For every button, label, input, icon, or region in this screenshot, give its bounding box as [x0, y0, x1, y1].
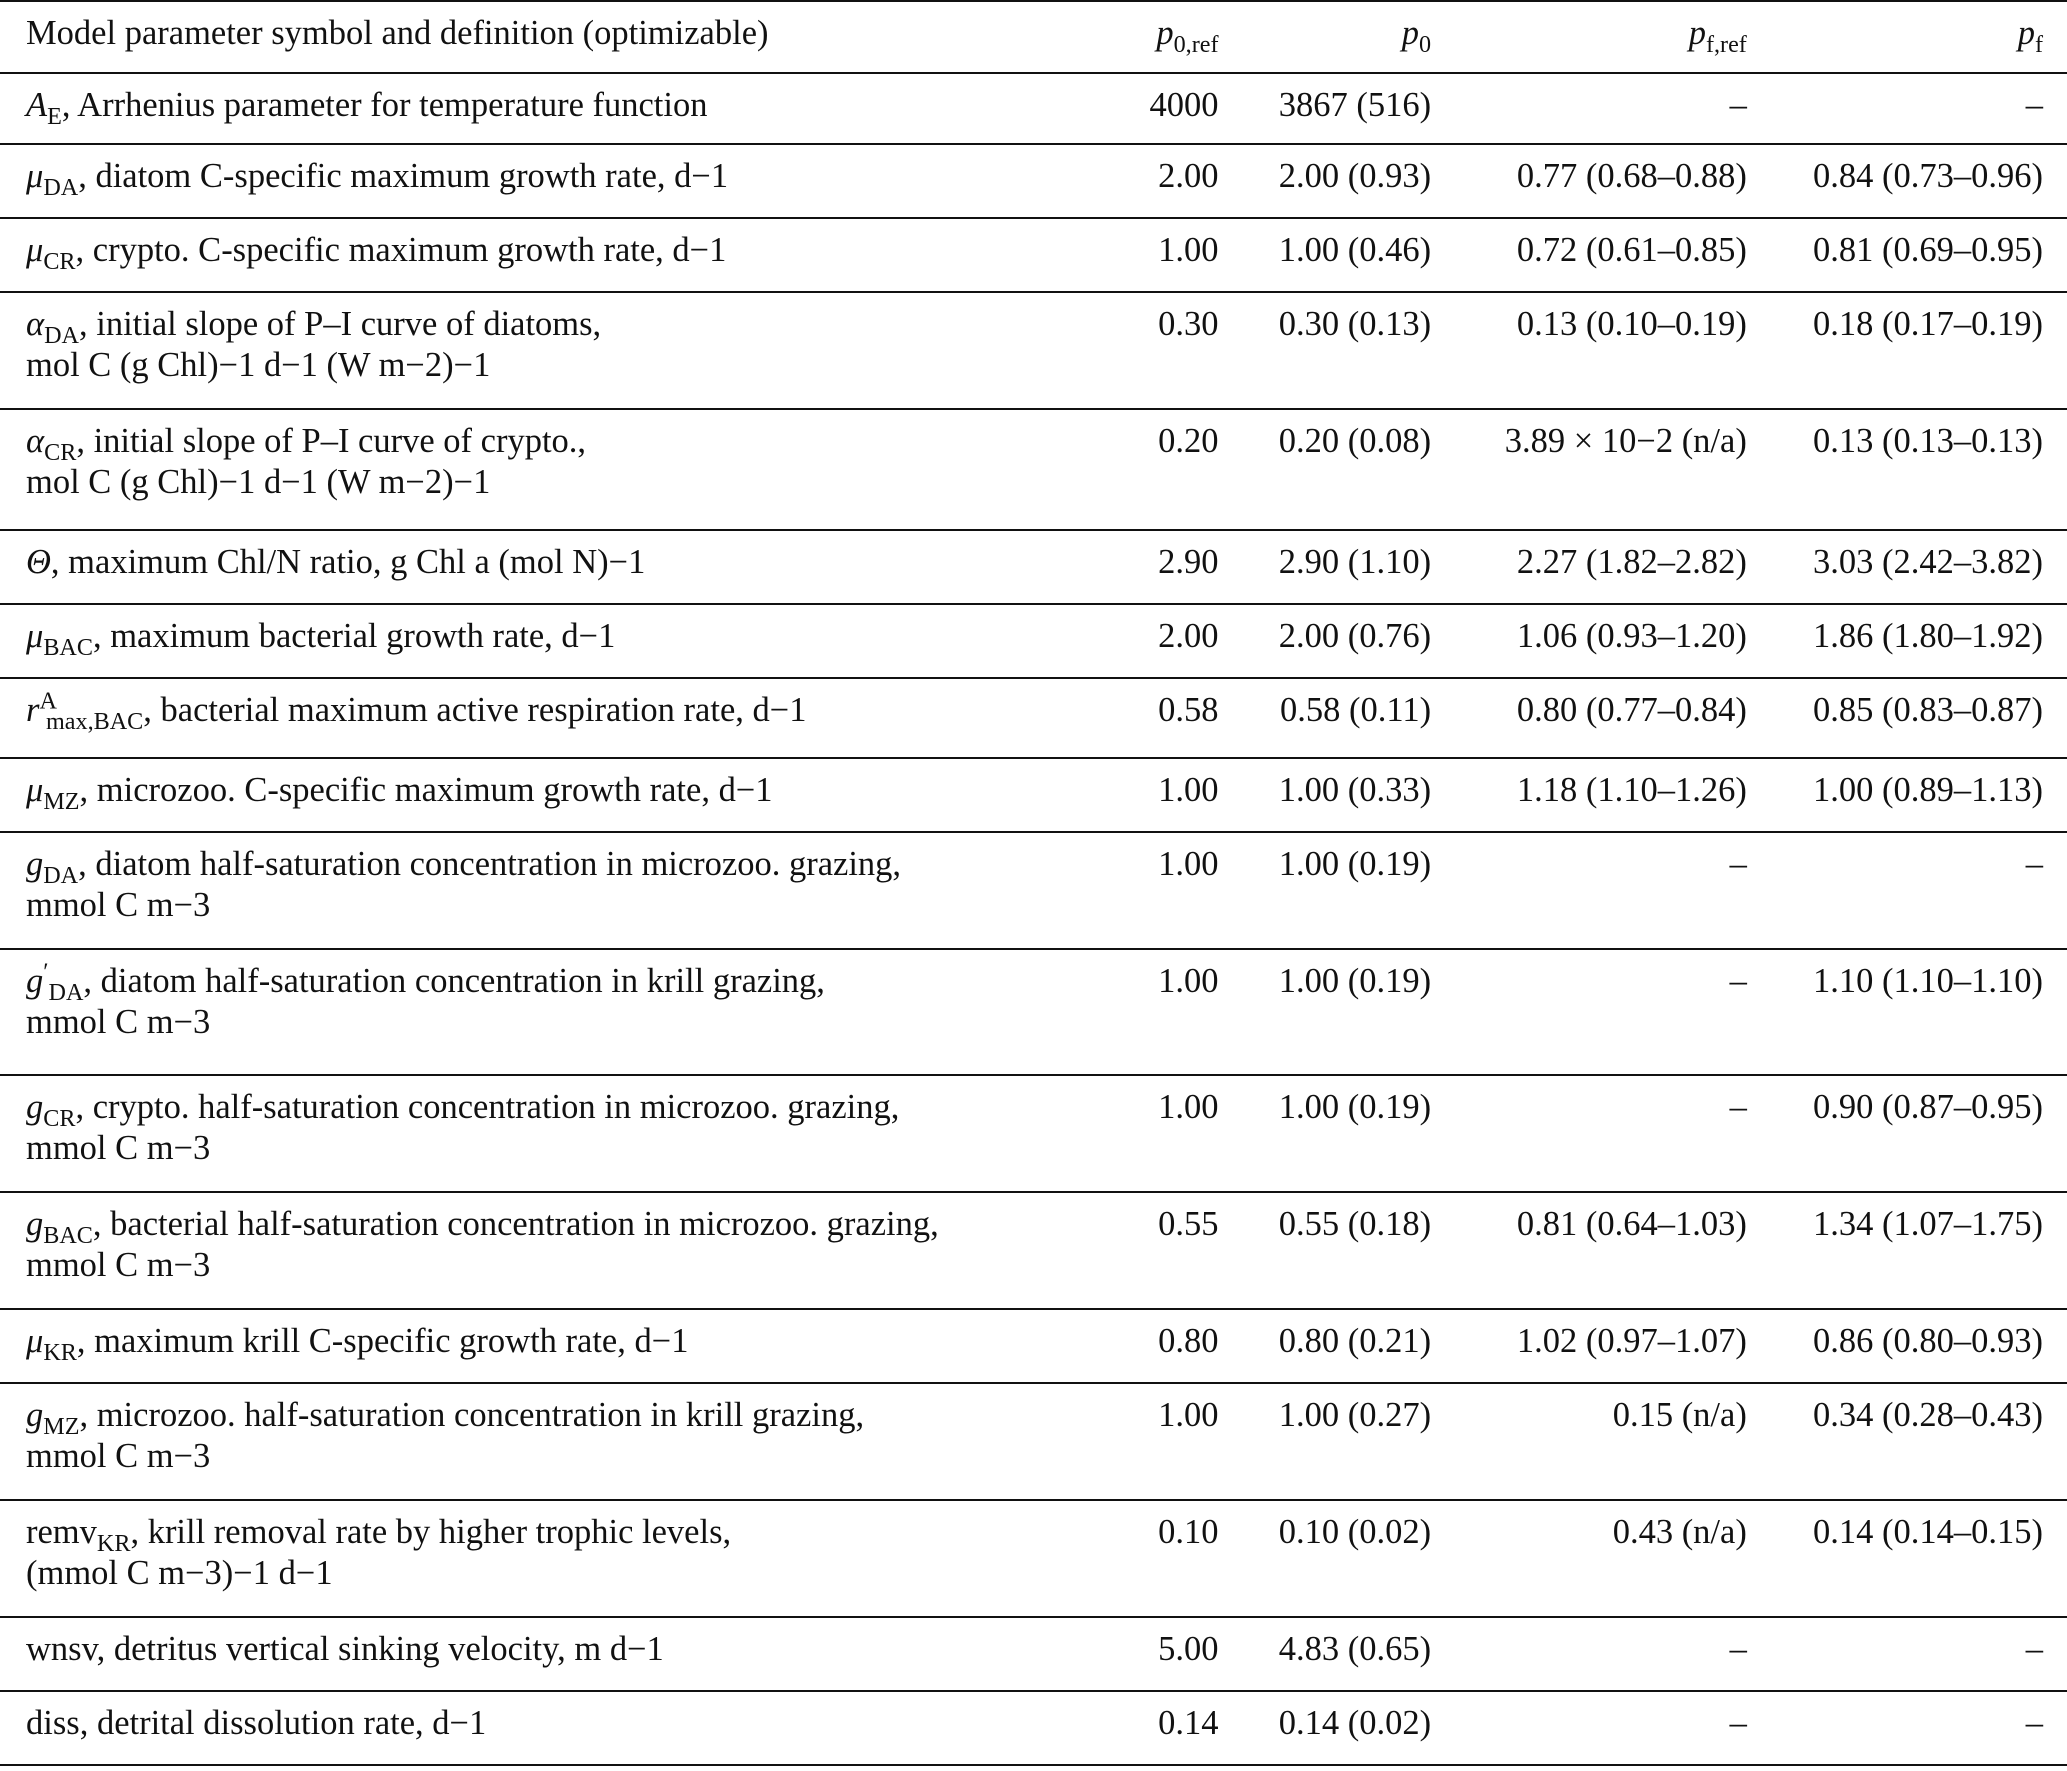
parameter-symbol: g [26, 962, 44, 1000]
final-value: – [2025, 1630, 2043, 1668]
parameter-unit: mmol C m−3 [26, 1003, 211, 1041]
header-pfref: $p_{f,ref}$ [1688, 14, 1747, 58]
parameter-definition [0, 678, 1099, 758]
table-row [0, 73, 2067, 144]
initial-value: 1.00 (0.19) [1278, 1088, 1432, 1126]
parameter-symbol: r [26, 691, 40, 729]
initial-value: 0.30 (0.13) [1278, 305, 1432, 343]
final-value: 0.90 (0.87–0.95) [1813, 1088, 2043, 1126]
final-value: 0.86 (0.80–0.93) [1813, 1322, 2043, 1360]
parameter-subscript: E [47, 102, 62, 130]
parameter-unit: mmol C m−3 [26, 1437, 211, 1475]
final-reference-value: – [1729, 86, 1747, 124]
table-row [0, 1617, 2067, 1691]
final-value: 0.84 (0.73–0.96) [1813, 157, 2043, 195]
initial-reference-value: 1.00 [1158, 231, 1219, 269]
parameter-subscript: CR [44, 438, 77, 466]
initial-reference-value: 1.00 [1158, 1088, 1219, 1126]
parameter-description: , maximum Chl/N ratio, g Chl a (mol N)−1 [50, 543, 646, 581]
parameter-definition [0, 144, 1099, 218]
final-value: 1.00 (0.89–1.13) [1813, 771, 2043, 809]
parameter-unit: (mmol C m−3)−1 d−1 [26, 1554, 333, 1592]
parameter-description: , initial slope of P–I curve of diatoms, [78, 305, 602, 343]
final-value: 0.85 (0.83–0.87) [1813, 691, 2043, 729]
parameter-definition [0, 1691, 1099, 1765]
initial-reference-value: 0.80 [1158, 1322, 1219, 1360]
parameter-subscript: KR [96, 1529, 131, 1557]
final-value: 0.34 (0.28–0.43) [1813, 1396, 2043, 1434]
final-reference-value: 1.02 (0.97–1.07) [1516, 1322, 1747, 1360]
parameter-description: , crypto. C-specific maximum growth rate, d−1 [75, 231, 727, 269]
parameter-unit: mol C (g Chl)−1 d−1 (W m−2)−1 [26, 346, 491, 384]
parameter-unit: mol C (g Chl)−1 d−1 (W m−2)−1 [26, 463, 491, 501]
header-p0: $p_0$ [1401, 14, 1432, 58]
header-definition: Model parameter symbol and definition (optimizable) [26, 14, 769, 52]
table-row [0, 1500, 2067, 1617]
final-reference-value: 0.13 (0.10–0.19) [1516, 305, 1747, 343]
parameter-subscript: DA [48, 978, 84, 1006]
header-row [0, 1, 2067, 73]
initial-reference-value: 5.00 [1158, 1630, 1219, 1668]
initial-value: 2.00 (0.76) [1278, 617, 1432, 655]
parameter-definition [0, 1192, 1099, 1309]
header-pf: $p_f$ [2017, 14, 2043, 58]
parameter-symbol: μ [26, 157, 44, 195]
parameter-description: , bacterial maximum active respiration rate, d−1 [143, 691, 807, 729]
initial-value: 1.00 (0.33) [1278, 771, 1432, 809]
initial-reference-value: 1.00 [1158, 845, 1219, 883]
parameter-unit: mmol C m−3 [26, 1246, 211, 1284]
parameter-definition [0, 1383, 1099, 1500]
parameter-definition [0, 1500, 1099, 1617]
initial-value: 0.55 (0.18) [1278, 1205, 1432, 1243]
table-row [0, 949, 2067, 1075]
parameter-symbol: diss [26, 1704, 80, 1742]
table-row [0, 218, 2067, 292]
parameter-symbol: g [26, 1088, 44, 1126]
parameter-definition [0, 1617, 1099, 1691]
parameter-definition [0, 604, 1099, 678]
parameter-superscript: A [39, 687, 57, 715]
initial-value: 1.00 (0.46) [1278, 231, 1432, 269]
initial-reference-value: 0.20 [1158, 422, 1219, 460]
table-row [0, 409, 2067, 530]
initial-value: 4.83 (0.65) [1278, 1630, 1432, 1668]
parameter-symbol: μ [26, 617, 44, 655]
final-reference-value: 0.15 (n/a) [1612, 1396, 1747, 1434]
table-row [0, 530, 2067, 604]
parameter-definition [0, 1075, 1099, 1192]
parameter-symbol: g [26, 1396, 44, 1434]
parameter-description: , microzoo. C-specific maximum growth rate, d−1 [79, 771, 773, 809]
table-body [0, 73, 2067, 1765]
initial-reference-value: 1.00 [1158, 1396, 1219, 1434]
table-row [0, 1075, 2067, 1192]
final-value: – [2025, 1704, 2043, 1742]
parameter-definition [0, 409, 1099, 530]
parameter-definition [0, 292, 1099, 409]
final-reference-value: 0.80 (0.77–0.84) [1516, 691, 1747, 729]
final-reference-value: 0.72 (0.61–0.85) [1516, 231, 1747, 269]
parameter-description: , diatom half-saturation concentration in krill grazing, [83, 962, 825, 1000]
initial-value: 0.80 (0.21) [1278, 1322, 1432, 1360]
parameter-symbol: α [26, 422, 45, 460]
parameter-subscript: CR [43, 247, 76, 275]
initial-reference-value: 0.55 [1158, 1205, 1219, 1243]
table-row [0, 604, 2067, 678]
final-reference-value: – [1729, 1088, 1747, 1126]
parameter-subscript: MZ [43, 787, 80, 815]
parameter-subscript: BAC [43, 633, 93, 661]
table-row [0, 1691, 2067, 1765]
header-p0ref: $p_{0,ref}$ [1156, 14, 1219, 58]
final-value: 0.81 (0.69–0.95) [1813, 231, 2043, 269]
parameter-symbol: μ [26, 231, 44, 269]
final-reference-value: 0.81 (0.64–1.03) [1516, 1205, 1747, 1243]
initial-value: 3867 (516) [1278, 86, 1432, 124]
initial-value: 2.90 (1.10) [1278, 543, 1432, 581]
parameter-definition [0, 530, 1099, 604]
final-reference-value: 3.89 × 10−2 (n/a) [1504, 422, 1747, 460]
parameter-symbol: remv [26, 1513, 97, 1551]
parameter-description: , krill removal rate by higher trophic levels, [130, 1513, 732, 1551]
parameter-subscript: KR [43, 1338, 77, 1366]
final-value: 3.03 (2.42–3.82) [1813, 543, 2043, 581]
final-reference-value: – [1729, 1704, 1747, 1742]
initial-value: 2.00 (0.93) [1278, 157, 1432, 195]
final-reference-value: – [1729, 845, 1747, 883]
parameter-subscript: max,BAC [46, 707, 144, 735]
parameter-definition [0, 832, 1099, 949]
parameter-symbol: g [26, 845, 44, 883]
initial-reference-value: 0.10 [1158, 1513, 1219, 1551]
parameter-subscript: DA [44, 321, 79, 349]
initial-value: 1.00 (0.27) [1278, 1396, 1432, 1434]
parameter-description: , maximum bacterial growth rate, d−1 [92, 617, 616, 655]
parameter-subscript: MZ [43, 1412, 80, 1440]
initial-reference-value: 1.00 [1158, 771, 1219, 809]
table-row [0, 1383, 2067, 1500]
final-value: – [2025, 86, 2043, 124]
parameter-description: , diatom half-saturation concentration in microzoo. grazing, [78, 845, 902, 883]
parameter-description: , bacterial half-saturation concentration in microzoo. grazing, [92, 1205, 939, 1243]
parameter-symbol: wnsv [26, 1630, 97, 1668]
parameter-description: , Arrhenius parameter for temperature function [61, 86, 708, 124]
final-value: – [2025, 845, 2043, 883]
parameter-subscript: CR [43, 1104, 76, 1132]
initial-reference-value: 0.30 [1158, 305, 1219, 343]
table-row [0, 292, 2067, 409]
table-row [0, 144, 2067, 218]
parameter-definition [0, 758, 1099, 832]
final-reference-value: 1.06 (0.93–1.20) [1516, 617, 1747, 655]
initial-reference-value: 4000 [1149, 86, 1219, 124]
final-value: 1.10 (1.10–1.10) [1813, 962, 2043, 1000]
table-row [0, 1309, 2067, 1383]
parameter-description: , microzoo. half-saturation concentration in krill grazing, [79, 1396, 865, 1434]
initial-reference-value: 0.58 [1158, 691, 1219, 729]
initial-value: 0.20 (0.08) [1278, 422, 1432, 460]
initial-reference-value: 2.00 [1158, 157, 1219, 195]
final-value: 0.18 (0.17–0.19) [1813, 305, 2043, 343]
final-value: 0.13 (0.13–0.13) [1813, 422, 2043, 460]
initial-value: 1.00 (0.19) [1278, 845, 1432, 883]
parameter-unit: mmol C m−3 [26, 1129, 211, 1167]
parameter-description: , diatom C-specific maximum growth rate, d−1 [78, 157, 729, 195]
parameter-symbol: μ [26, 771, 44, 809]
parameter-definition [0, 73, 1099, 144]
parameter-description: , maximum krill C-specific growth rate, d−1 [76, 1322, 689, 1360]
initial-value: 1.00 (0.19) [1278, 962, 1432, 1000]
parameter-definition [0, 1309, 1099, 1383]
parameter-subscript: DA [43, 173, 79, 201]
initial-value: 0.14 (0.02) [1278, 1704, 1432, 1742]
initial-reference-value: 2.00 [1158, 617, 1219, 655]
parameter-description: , detrital dissolution rate, d−1 [79, 1704, 487, 1742]
final-reference-value: 0.77 (0.68–0.88) [1516, 157, 1747, 195]
table-row [0, 678, 2067, 758]
final-reference-value: 2.27 (1.82–2.82) [1516, 543, 1747, 581]
parameter-symbol: A [26, 86, 48, 124]
final-value: 0.14 (0.14–0.15) [1813, 1513, 2043, 1551]
table-row [0, 832, 2067, 949]
initial-reference-value: 2.90 [1158, 543, 1219, 581]
parameter-superscript: ′ [43, 958, 49, 986]
table-row [0, 758, 2067, 832]
parameter-subscript: BAC [43, 1221, 93, 1249]
parameter-subscript: DA [43, 861, 79, 889]
initial-reference-value: 0.14 [1158, 1704, 1219, 1742]
parameter-symbol: Θ [26, 543, 51, 581]
parameter-symbol: g [26, 1205, 44, 1243]
final-reference-value: 1.18 (1.10–1.26) [1516, 771, 1747, 809]
parameter-description: , detritus vertical sinking velocity, m d−1 [96, 1630, 664, 1668]
initial-reference-value: 1.00 [1158, 962, 1219, 1000]
initial-value: 0.10 (0.02) [1278, 1513, 1432, 1551]
parameter-symbol: α [26, 305, 45, 343]
parameter-unit: mmol C m−3 [26, 886, 211, 924]
parameter-symbol: μ [26, 1322, 44, 1360]
parameter-description: , crypto. half-saturation concentration in microzoo. grazing, [75, 1088, 900, 1126]
parameter-definition [0, 949, 1099, 1075]
final-reference-value: – [1729, 1630, 1747, 1668]
final-reference-value: 0.43 (n/a) [1612, 1513, 1747, 1551]
final-value: 1.86 (1.80–1.92) [1813, 617, 2043, 655]
initial-value: 0.58 (0.11) [1280, 691, 1432, 729]
table-row [0, 1192, 2067, 1309]
parameter-definition [0, 218, 1099, 292]
final-reference-value: – [1729, 962, 1747, 1000]
parameter-description: , initial slope of P–I curve of crypto., [76, 422, 587, 460]
final-value: 1.34 (1.07–1.75) [1813, 1205, 2043, 1243]
